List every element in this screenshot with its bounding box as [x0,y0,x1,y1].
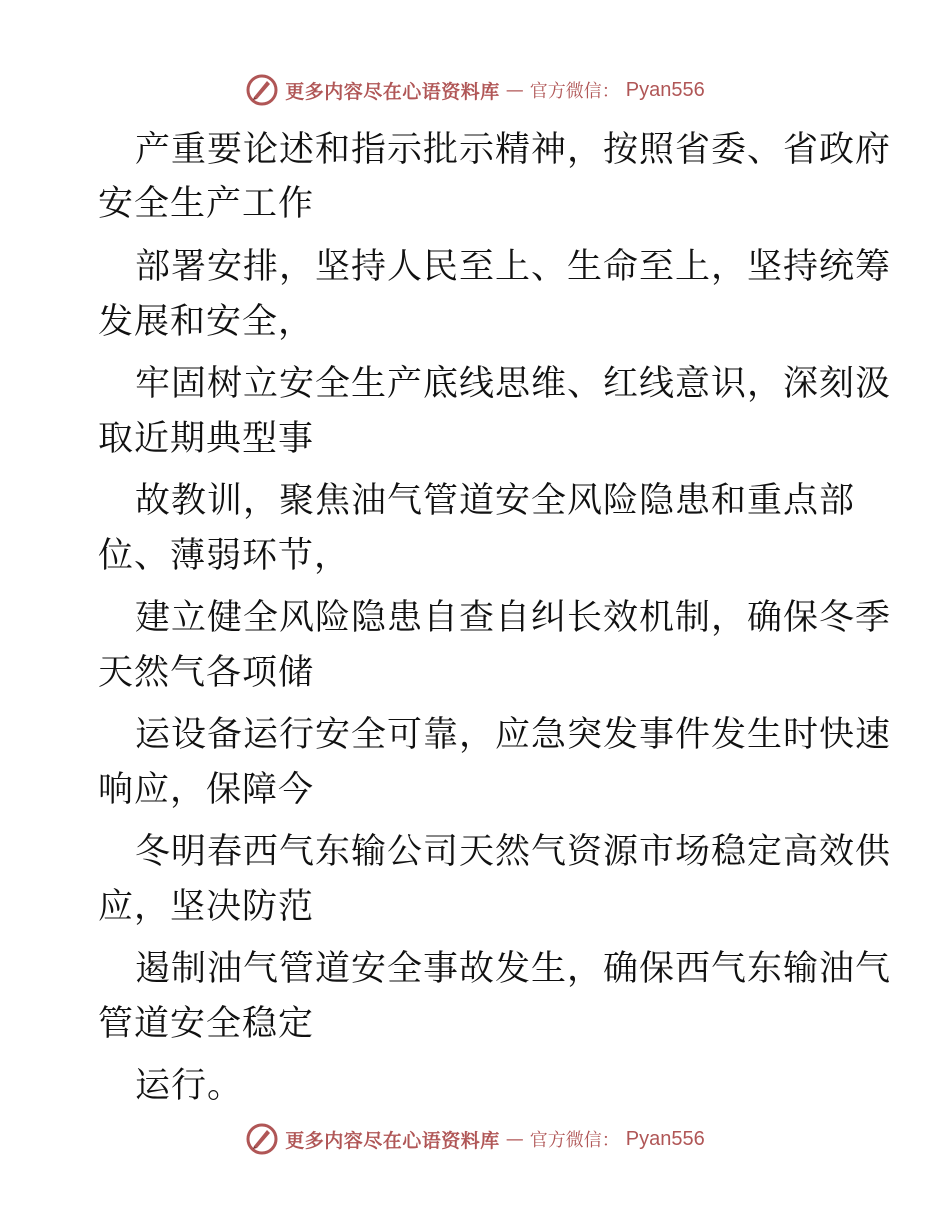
banner-dash: — [505,79,524,101]
paragraph-line: 遏制油气管道安全事故发生，确保西气东输油气 [135,949,892,989]
paragraph-line: 建立健全风险隐患自查自纠长效机制，确保冬季 [135,598,892,638]
paragraph-line: 应，坚决防范 [98,887,315,927]
banner-wechat-label: 官方微信： [529,1130,620,1151]
paragraph-line: 取近期典型事 [98,419,315,459]
paragraph-line: 产重要论述和指示批示精神，按照省委、省政府 [135,130,892,170]
paragraph-line: 管道安全稳定 [98,1004,315,1044]
feather-seal-icon [245,1122,279,1156]
paragraph-line: 响应，保障今 [98,770,315,810]
paragraph-line: 运设备运行安全可靠，应急突发事件发生时快速 [135,715,892,755]
paragraph-line: 发展和安全， [98,302,315,342]
banner-dash: — [505,1128,524,1150]
paragraph-line: 牢固树立安全生产底线思维、红线意识，深刻汲 [135,364,892,404]
banner-text: 更多内容尽在心语资料库 [285,80,500,103]
paragraph-line: 运行。 [135,1066,244,1106]
banner-wechat-label: 官方微信： [529,81,620,102]
banner-wechat-id: Pyan556 [625,1127,705,1150]
paragraph-line: 故教训，聚焦油气管道安全风险隐患和重点部 [135,481,856,521]
paragraph-line: 天然气各项储 [98,653,315,693]
paragraph-line: 安全生产工作 [98,184,315,224]
paragraph-line: 位、薄弱环节， [98,536,351,576]
feather-seal-icon [245,73,279,107]
banner-wechat-id: Pyan556 [625,78,705,101]
header-banner [0,70,950,110]
banner-text: 更多内容尽在心语资料库 [285,1129,500,1152]
paragraph-line: 冬明春西气东输公司天然气资源市场稳定高效供 [135,832,892,872]
footer-banner [0,1119,950,1159]
paragraph-line: 部署安排，坚持人民至上、生命至上，坚持统筹 [135,247,892,287]
